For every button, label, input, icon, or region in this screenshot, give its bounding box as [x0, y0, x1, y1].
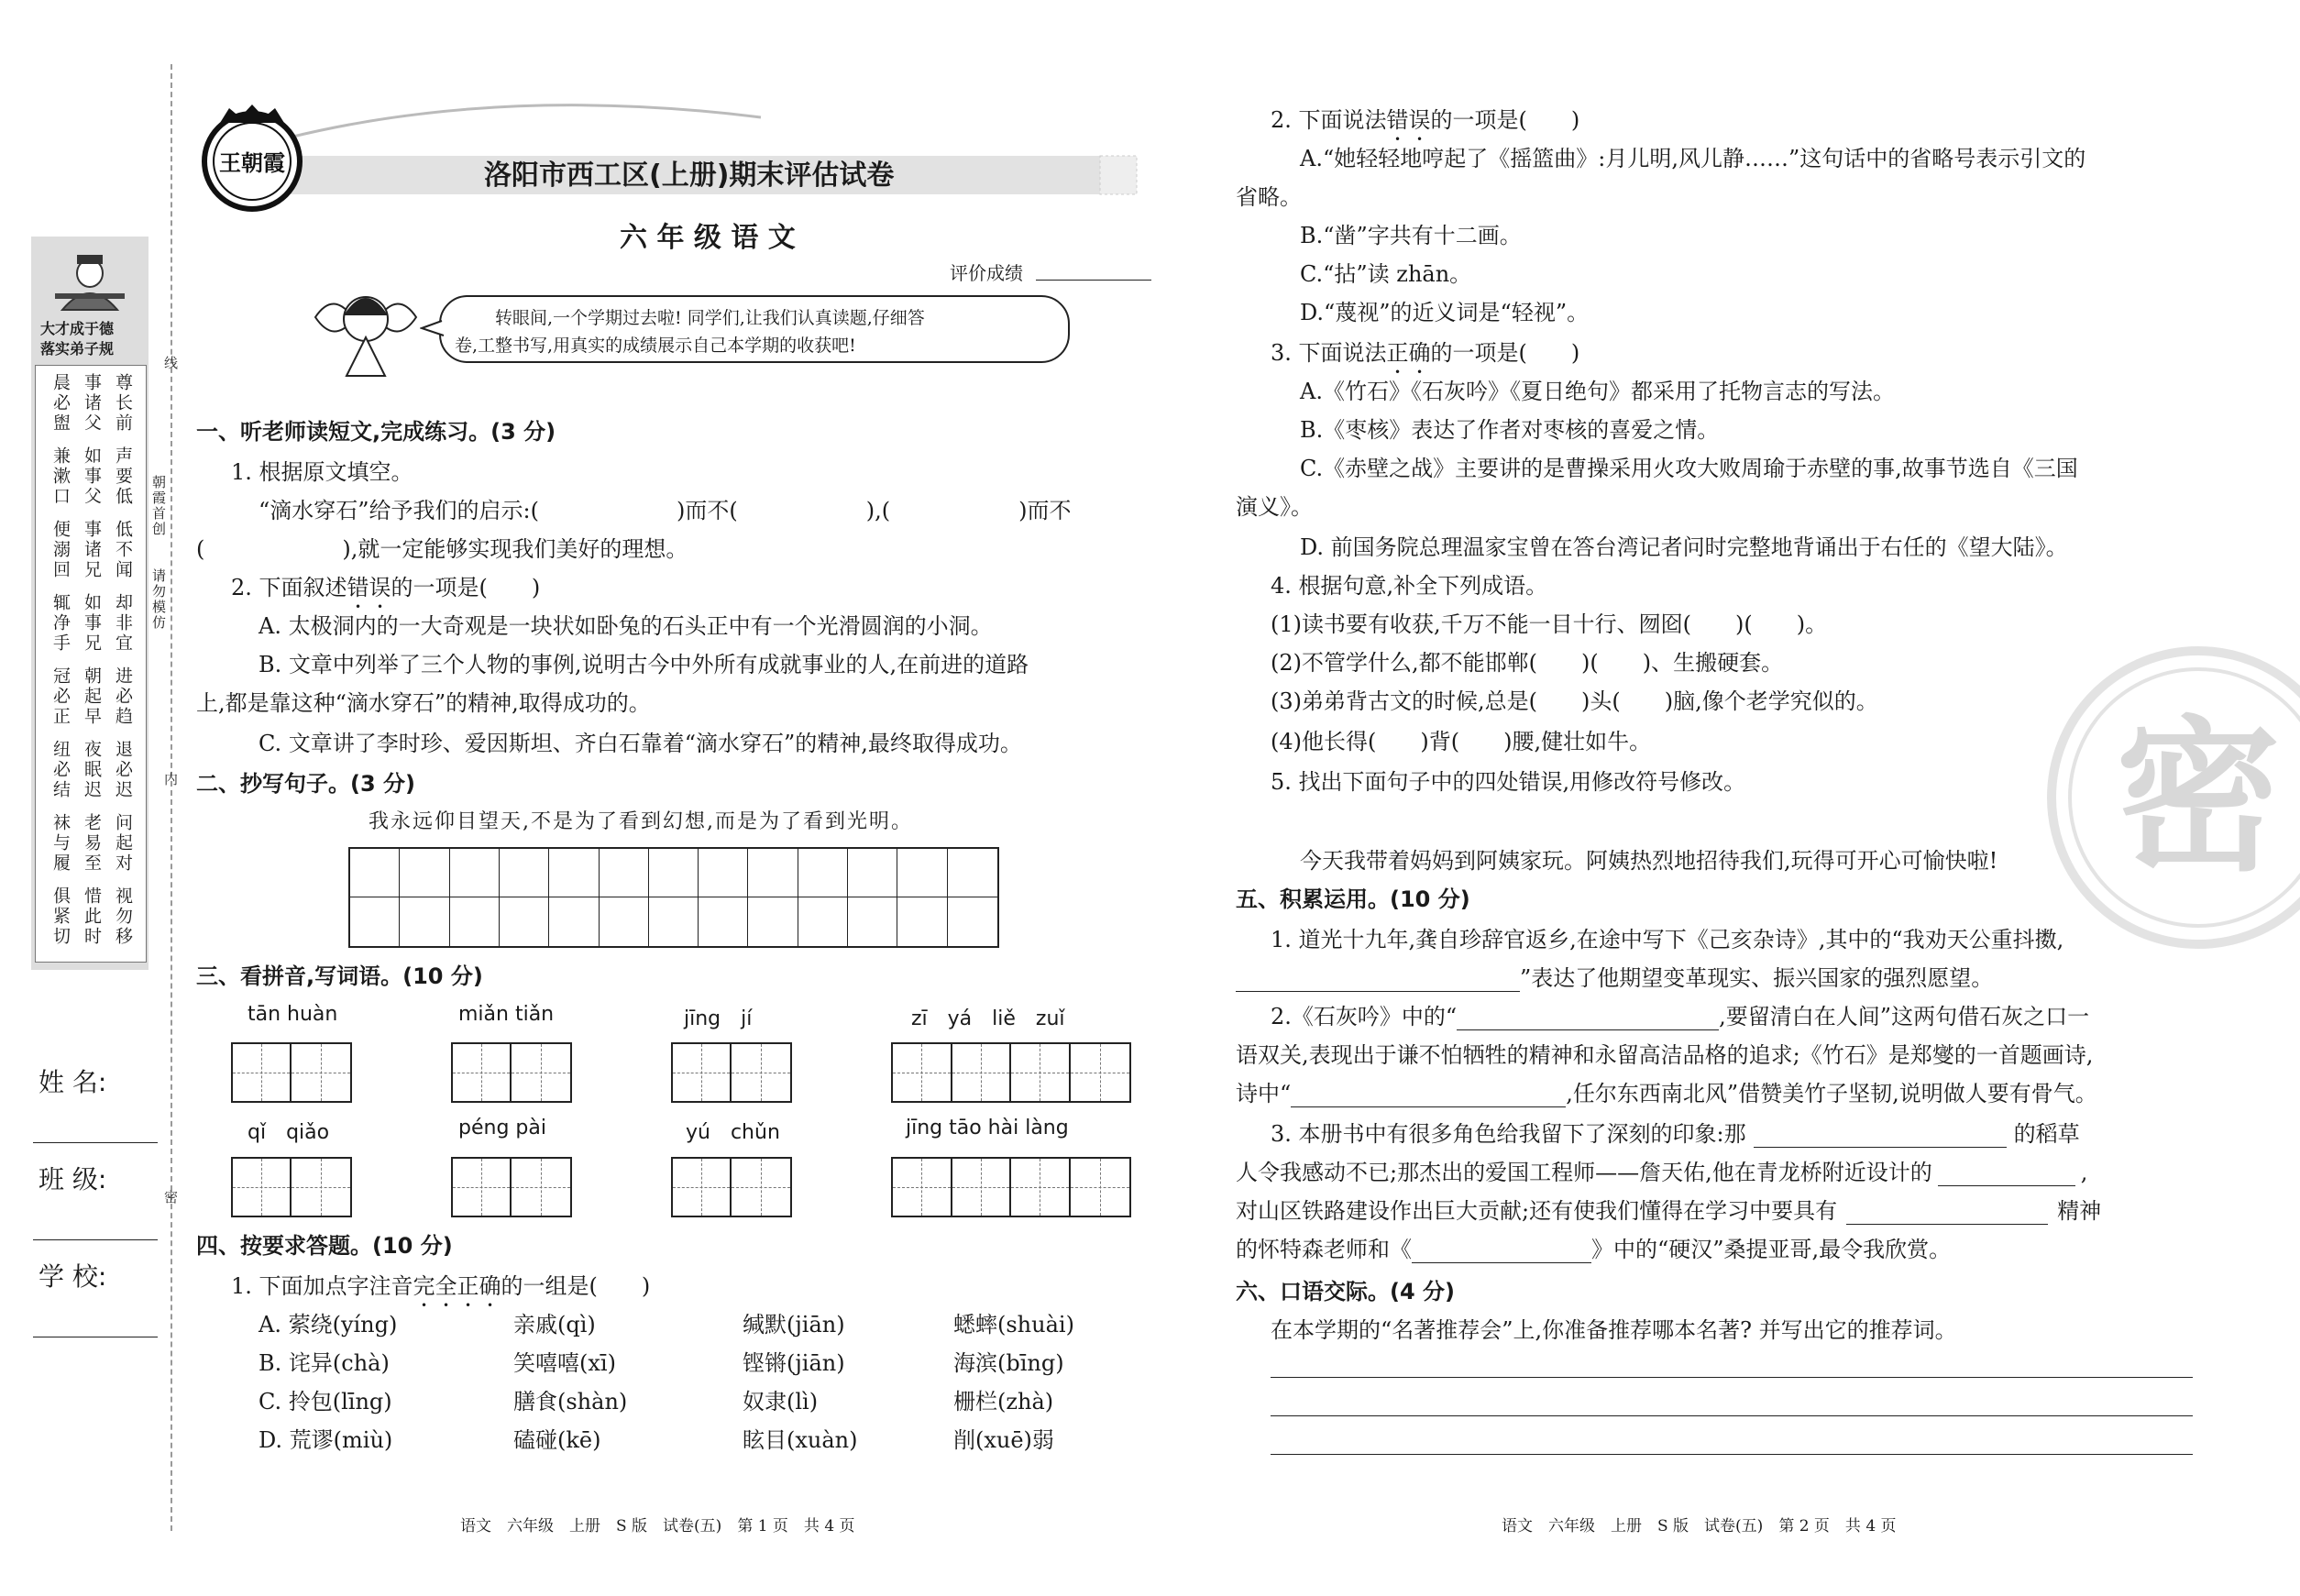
motto-1: 大才成于德: [40, 320, 115, 337]
rule-text: 冠必正: [50, 666, 71, 727]
section-3-heading: 三、看拼音,写词语。(10 分): [196, 963, 483, 989]
copy-grid-cell[interactable]: [848, 849, 897, 897]
s4-q2-c: C.“拈”读 zhān。: [1300, 261, 1472, 287]
s4-q3-b: B.《枣核》表达了作者对枣核的喜爱之情。: [1300, 417, 1720, 443]
s5-q3-g: 的怀特森老师和《 》中的“硬汉”桑提亚哥,最令我欣赏。: [1236, 1237, 1952, 1262]
sidebar-rules-panel: [31, 237, 149, 970]
option-item: 眩目(xuàn): [743, 1427, 858, 1453]
section-4-heading: 四、按要求答题。(10 分): [196, 1233, 453, 1259]
rule-text: 视勿移: [113, 886, 133, 947]
intro-line-1: 转眼间,一个学期过去啦! 同学们,让我们认真读题,仔细答: [495, 308, 925, 328]
answer-box-7[interactable]: [671, 1157, 792, 1217]
rule-text: 袜与履: [50, 813, 71, 874]
option-item: 亲戚(qì): [513, 1312, 596, 1337]
secret-stamp-watermark: [2017, 642, 2300, 953]
copy-grid-cell[interactable]: [748, 849, 798, 897]
pinyin-4: zī yá liě zuǐ: [911, 1007, 1065, 1030]
rule-text: 尊长前: [113, 373, 133, 434]
s4-q4: 4. 根据句意,补全下列成语。: [1271, 573, 1548, 599]
s5-q3-c: 人令我感动不已;那杰出的爱国工程师——詹天佑,他在青龙桥附近设计的 ,: [1236, 1160, 2088, 1185]
s5-blank-4[interactable]: [1754, 1147, 2007, 1148]
option-item: 铿锵(jiān): [743, 1350, 845, 1376]
s1-option-b2: 上,都是靠这种“滴水穿石”的精神,取得成功的。: [196, 690, 651, 716]
rule-text: 问起对: [113, 813, 133, 874]
s4-q4-3: (3)弟弟背古文的时候,总是( )头( )脑,像个老学究似的。: [1271, 688, 1878, 714]
option-item: C. 拎包(līng): [259, 1389, 392, 1414]
s5-blank-7[interactable]: [1412, 1262, 1591, 1263]
copy-sentence: 我永远仰目望天,不是为了看到幻想,而是为了看到光明。: [369, 810, 913, 833]
rule-text: 却非宜: [113, 593, 133, 654]
s4-q5: 5. 找出下面句子中的四处错误,用修改符号修改。: [1271, 769, 1746, 795]
s5-blank-1[interactable]: [1236, 991, 1520, 992]
s5-blank-3[interactable]: [1291, 1106, 1566, 1107]
copy-grid-cell[interactable]: [549, 849, 599, 897]
s1-option-b1: B. 文章中列举了三个人物的事例,说明古今中外所有成就事业的人,在前进的道路: [259, 652, 1029, 677]
option-item: 膳食(shàn): [513, 1389, 628, 1414]
stamp-char: 密: [2115, 702, 2282, 894]
s1-q2: 2. 下面叙述错误的一项是( ): [231, 575, 541, 600]
s5-q2-a: 2.《石灰吟》中的“ ,要留清白在人间”这两句借石灰之口一: [1271, 1004, 2090, 1029]
rule-text: 兼漱口: [50, 446, 71, 507]
copy-grid-cell[interactable]: [350, 849, 400, 897]
section-5-heading: 五、积累运用。(10 分): [1236, 886, 1470, 912]
section-6-heading: 六、口语交际。(4 分): [1236, 1279, 1455, 1304]
rule-text: 老易至: [82, 813, 102, 874]
rule-text: 惜此时: [82, 886, 102, 947]
s4-q3-c1: C.《赤壁之战》主要讲的是曹操采用火攻大败周瑜于赤壁的事,故事节选自《三国: [1300, 456, 2078, 481]
class-field[interactable]: [33, 1239, 158, 1240]
class-label: 班 级:: [39, 1164, 107, 1194]
copy-grid-cell[interactable]: [600, 897, 649, 946]
s4-q3-d: D. 前国务院总理温家宝曾在答台湾记者问时完整地背诵出于右任的《望大陆》。: [1300, 534, 2068, 560]
copy-grid-cell[interactable]: [400, 897, 449, 946]
vertical-note-1: 朝霞首创: [150, 475, 167, 537]
answer-box-3[interactable]: [671, 1042, 792, 1103]
s1-option-c: C. 文章讲了李时珍、爱因斯坦、齐白石靠着“滴水穿石”的精神,最终取得成功。: [259, 731, 1022, 756]
copy-grid-cell[interactable]: [699, 897, 748, 946]
copy-grid-cell[interactable]: [500, 849, 549, 897]
vertical-note-2: 请勿模仿: [150, 568, 167, 631]
copy-grid-cell[interactable]: [450, 849, 500, 897]
s4-q3: 3. 下面说法正确的一项是( ): [1271, 340, 1580, 366]
copy-grid-cell[interactable]: [948, 897, 997, 946]
copy-grid-cell[interactable]: [450, 897, 500, 946]
s4-q5-text: 今天我带着妈妈到阿姨家玩。阿姨热烈地招待我们,玩得可开心可愉快啦!: [1300, 848, 1998, 874]
s4-q3-c2: 演义》。: [1236, 494, 1313, 520]
copy-grid-cell[interactable]: [848, 897, 897, 946]
answer-box-5[interactable]: [231, 1157, 352, 1217]
intro-line-2: 卷,工整书写,用真实的成绩展示自己本学期的收获吧!: [455, 336, 856, 356]
binding-line: [171, 64, 172, 1531]
copy-grid-cell[interactable]: [798, 849, 848, 897]
s5-q2-d: 诗中“ ,任尔东西南北风”借赞美竹子坚韧,说明做人要有骨气。: [1236, 1081, 2097, 1106]
s4-q4-2: (2)不管学什么,都不能邯郸( )( )、生搬硬套。: [1271, 650, 1784, 676]
footer-right: 语文 六年级 上册 S 版 试卷(五) 第 2 页 共 4 页: [1502, 1517, 1897, 1535]
option-item: 奴隶(lì): [743, 1389, 819, 1414]
s6-question: 在本学期的“名著推荐会”上,你准备推荐哪本名著? 并写出它的推荐词。: [1271, 1317, 1957, 1343]
copy-grid-cell[interactable]: [600, 849, 649, 897]
s5-q1-b: ”表达了他期望变革现实、振兴国家的强烈愿望。: [1236, 964, 1993, 992]
s5-q2-c: 语双关,表现出于谦不怕牺牲的精神和永留高洁品格的追求;《竹石》是郑燮的一首题画诗,: [1236, 1042, 2094, 1068]
s5-blank-6[interactable]: [1846, 1224, 2048, 1225]
s4-q3-a: A.《竹石》《石灰吟》《夏日绝句》都采用了托物言志的写法。: [1300, 379, 1895, 404]
s4-q2-a2: 省略。: [1236, 184, 1302, 210]
option-item: 栅栏(zhà): [953, 1389, 1054, 1414]
rules-columns: [41, 373, 142, 960]
copy-grid-cell[interactable]: [798, 897, 848, 946]
answer-box-4[interactable]: [891, 1042, 1131, 1103]
s5-q3-a: 3. 本册书中有很多角色给我留下了深刻的印象:那 的稻草: [1271, 1121, 2080, 1147]
option-item: 笑嘻嘻(xī): [513, 1350, 616, 1376]
rule-text: 辄净手: [50, 593, 71, 654]
exam-title: 洛阳市西工区(上册)期末评估试卷: [484, 160, 895, 192]
pinyin-7: yú chǔn: [686, 1121, 780, 1144]
copy-grid-cell[interactable]: [897, 849, 947, 897]
copy-grid-cell[interactable]: [549, 897, 599, 946]
answer-box-8[interactable]: [891, 1157, 1131, 1217]
score-label: 评价成绩: [950, 262, 1023, 284]
scholar-figure-icon: [50, 249, 130, 314]
copy-grid-cell[interactable]: [748, 897, 798, 946]
name-label: 姓 名:: [39, 1067, 107, 1097]
copy-grid-cell[interactable]: [649, 897, 699, 946]
rule-text: 如事兄: [82, 593, 102, 654]
copy-grid-cell[interactable]: [500, 897, 549, 946]
copy-writing-grid[interactable]: [348, 847, 999, 948]
name-field[interactable]: [33, 1142, 158, 1143]
pinyin-5: qǐ qiǎo: [248, 1121, 330, 1144]
answer-box-2[interactable]: [451, 1042, 572, 1103]
rule-text: 如事父: [82, 446, 102, 507]
pinyin-1: tān huàn: [248, 1003, 338, 1026]
s1-q1: 1. 根据原文填空。: [231, 459, 413, 485]
cut-mark-1: 线: [162, 356, 179, 369]
option-item: 磕碰(kē): [513, 1427, 601, 1453]
option-item: 海滨(bīng): [953, 1350, 1064, 1376]
fairy-girl-icon: [306, 281, 425, 383]
copy-grid-cell[interactable]: [400, 849, 449, 897]
answer-line-3[interactable]: [1271, 1454, 2193, 1455]
s4-q2: 2. 下面说法错误的一项是( ): [1271, 107, 1580, 133]
s1-option-a: A. 太极洞内的一大奇观是一块状如卧兔的石头正中有一个光滑圆润的小洞。: [259, 613, 993, 639]
s4-q4-1: (1)读书要有收获,千万不能一目十行、囫囵( )( )。: [1271, 611, 1828, 637]
rule-text: 进必趋: [113, 666, 133, 727]
rule-text: 朝起早: [82, 666, 102, 727]
s5-blank-5[interactable]: [1938, 1185, 2075, 1186]
exam-subtitle: 六 年 级 语 文: [620, 222, 796, 254]
rules-box: [35, 365, 147, 963]
pinyin-3: jīng jí: [684, 1007, 753, 1030]
s1-q1-line1: “滴水穿石”给予我们的启示:( )而不( ),( )而不: [259, 498, 1072, 523]
brand-logo-icon: [196, 101, 308, 213]
svg-text:王朝霞: 王朝霞: [219, 149, 285, 176]
footer-left: 语文 六年级 上册 S 版 试卷(五) 第 1 页 共 4 页: [460, 1517, 855, 1535]
s4-q1: 1. 下面加点字注音完全正确的一组是( ): [231, 1273, 651, 1299]
rule-text: 纽必结: [50, 740, 71, 800]
rule-text: 便溺回: [50, 520, 71, 580]
section-2-heading: 二、抄写句子。(3 分): [196, 771, 415, 797]
pinyin-8: jīng tāo hài làng: [906, 1117, 1069, 1139]
rule-text: 事诸父: [82, 373, 102, 434]
s4-q2-d: D.“蔑视”的近义词是“轻视”。: [1300, 300, 1590, 325]
school-label: 学 校:: [39, 1261, 107, 1292]
option-item: 蟋蟀(shuài): [953, 1312, 1074, 1337]
option-item: 缄默(jiān): [743, 1312, 845, 1337]
rule-text: 事诸兄: [82, 520, 102, 580]
copy-grid-cell[interactable]: [948, 849, 997, 897]
option-item: B. 诧异(chà): [259, 1350, 390, 1376]
copy-grid-cell[interactable]: [699, 849, 748, 897]
rule-text: 声要低: [113, 446, 133, 507]
cut-mark-3: 密: [162, 1190, 179, 1204]
pinyin-2: miǎn tiǎn: [458, 1003, 555, 1026]
copy-grid-cell[interactable]: [897, 897, 947, 946]
s1-q1-line2: ( ),就一定能够实现我们美好的理想。: [196, 536, 688, 562]
motto-2: 落实弟子规: [40, 340, 115, 358]
s4-q2-a1: A.“她轻轻地哼起了《摇篮曲》:月儿明,风儿静……”这句话中的省略号表示引文的: [1300, 146, 2086, 171]
answer-line-1[interactable]: [1271, 1377, 2193, 1378]
rule-text: 晨必盥: [50, 373, 71, 434]
section-1-heading: 一、听老师读短文,完成练习。(3 分): [196, 419, 556, 445]
option-item: A. 萦绕(yíng): [259, 1312, 398, 1337]
pinyin-6: péng pài: [458, 1117, 546, 1139]
rule-text: 退必迟: [113, 740, 133, 800]
rule-text: 低不闻: [113, 520, 133, 580]
answer-box-1[interactable]: [231, 1042, 352, 1103]
cut-mark-2: 内: [162, 772, 179, 786]
option-item: D. 荒谬(miù): [259, 1427, 393, 1453]
rule-text: 俱紧切: [50, 886, 71, 947]
rule-text: 夜眠迟: [82, 740, 102, 800]
s5-q3-e: 对山区铁路建设作出巨大贡献;还有使我们懂得在学习中要具有 精神: [1236, 1198, 2102, 1224]
s5-blank-2[interactable]: [1457, 1029, 1719, 1030]
s5-q1-a: 1. 道光十九年,龚自珍辞官返乡,在途中写下《己亥杂诗》,其中的“我劝天公重抖擞,: [1271, 927, 2064, 952]
copy-grid-cell[interactable]: [649, 849, 699, 897]
score-field[interactable]: [1036, 280, 1151, 281]
answer-line-2[interactable]: [1271, 1415, 2193, 1416]
answer-box-6[interactable]: [451, 1157, 572, 1217]
s4-q2-b: B.“凿”字共有十二画。: [1300, 223, 1522, 248]
option-item: 削(xuē)弱: [953, 1427, 1054, 1453]
copy-grid-cell[interactable]: [350, 897, 400, 946]
s4-q4-4: (4)他长得( )背( )腰,健壮如牛。: [1271, 729, 1652, 754]
